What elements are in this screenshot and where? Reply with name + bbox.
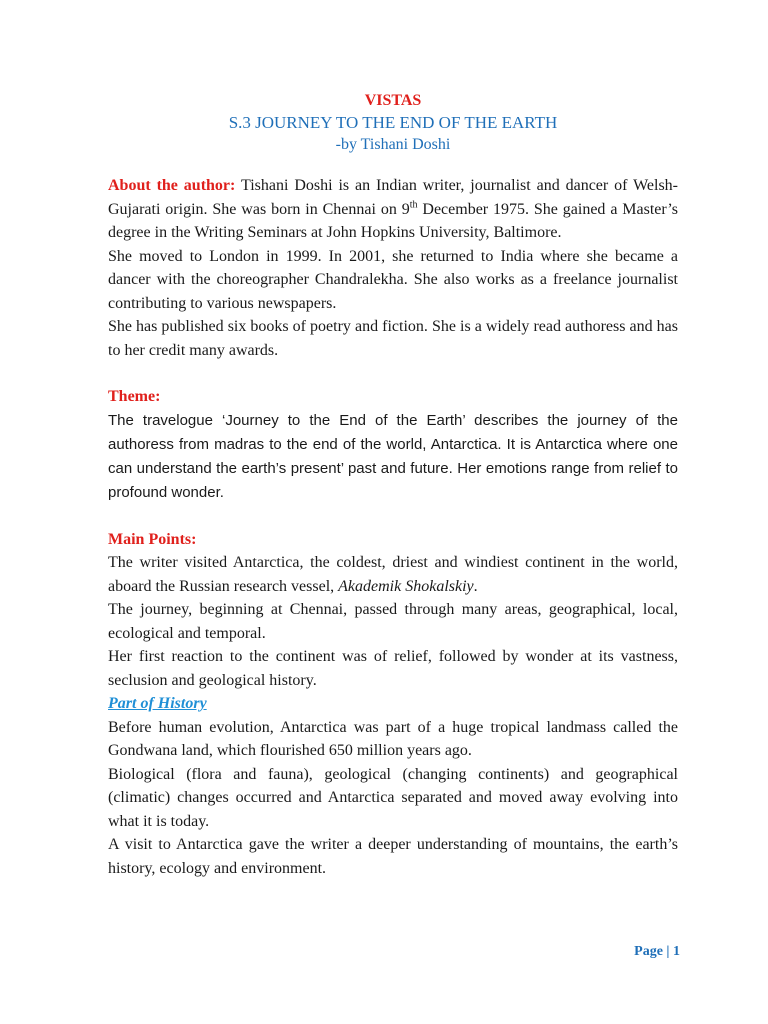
history-section xyxy=(108,692,678,880)
about-paragraph-1 xyxy=(108,174,678,245)
about-text-b: December 1975. She gained a Master’s degree in the Writing Seminars at John Hopkins University, Baltimore. xyxy=(108,200,678,241)
main-points-heading: Main Points: xyxy=(108,530,197,548)
theme-heading: Theme: xyxy=(108,388,161,405)
about-label: About the author: xyxy=(108,177,236,194)
byline: -by Tishani Doshi xyxy=(335,136,451,153)
history-paragraph-3: A visit to Antarctica gave the writer a deeper understanding of mountains, the earth’s history, ecology and environment. xyxy=(108,836,678,877)
ordinal-suffix: th xyxy=(409,199,418,211)
main-points-section xyxy=(108,528,678,693)
about-paragraph-3: She has published six books of poetry and fiction. She is a widely read authoress and has to her credit many awards. xyxy=(108,318,678,359)
vessel-name: Akademik Shokalskiy xyxy=(338,577,474,595)
about-author-section xyxy=(108,174,678,362)
theme-paragraph: The travelogue ‘Journey to the End of the Earth’ describes the journey of the authoress from madras to the end of the world, Antarctica. It is Antarctica where one can understand the earth’s present’ past and future. Her emotions range from relief to profound wonder. xyxy=(108,411,678,501)
main-points-paragraph-3: Her first reaction to the continent was of relief, followed by wonder at its vastness, seclusion and geological history. xyxy=(108,648,678,689)
about-text-a: Tishani Doshi is an Indian writer, journalist and dancer of Welsh-Gujarati origin. She was born in Chennai on 9 xyxy=(108,177,679,218)
page-number: Page | 1 xyxy=(634,944,680,959)
history-heading: Part of History xyxy=(108,695,207,712)
document-page xyxy=(108,90,678,880)
main-points-paragraph-1 xyxy=(108,551,678,598)
history-paragraph-1: Before human evolution, Antarctica was part of a huge tropical landmass called the Gondwana land, which flourished 650 million years ago. xyxy=(108,718,678,759)
theme-section xyxy=(108,385,678,505)
main-points-text-a: The writer visited Antarctica, the coldest, driest and windiest continent in the world, aboard the Russian research vessel, xyxy=(108,554,678,595)
series-title: VISTAS xyxy=(364,92,422,109)
about-paragraph-2: She moved to London in 1999. In 2001, she returned to India where she became a dancer with the choreographer Chandralekha. She also works as a freelance journalist contributing to various newspapers. xyxy=(108,247,678,312)
main-points-text-b: . xyxy=(473,577,478,595)
chapter-title: S.3 JOURNEY TO THE END OF THE EARTH xyxy=(228,113,558,132)
main-points-paragraph-2: The journey, beginning at Chennai, passed through many areas, geographical, local, ecological and temporal. xyxy=(108,601,678,642)
history-paragraph-2: Biological (flora and fauna), geological (changing continents) and geographical (climatic) changes occurred and Antarctica separated and moved away evolving into what it is today. xyxy=(108,765,678,830)
